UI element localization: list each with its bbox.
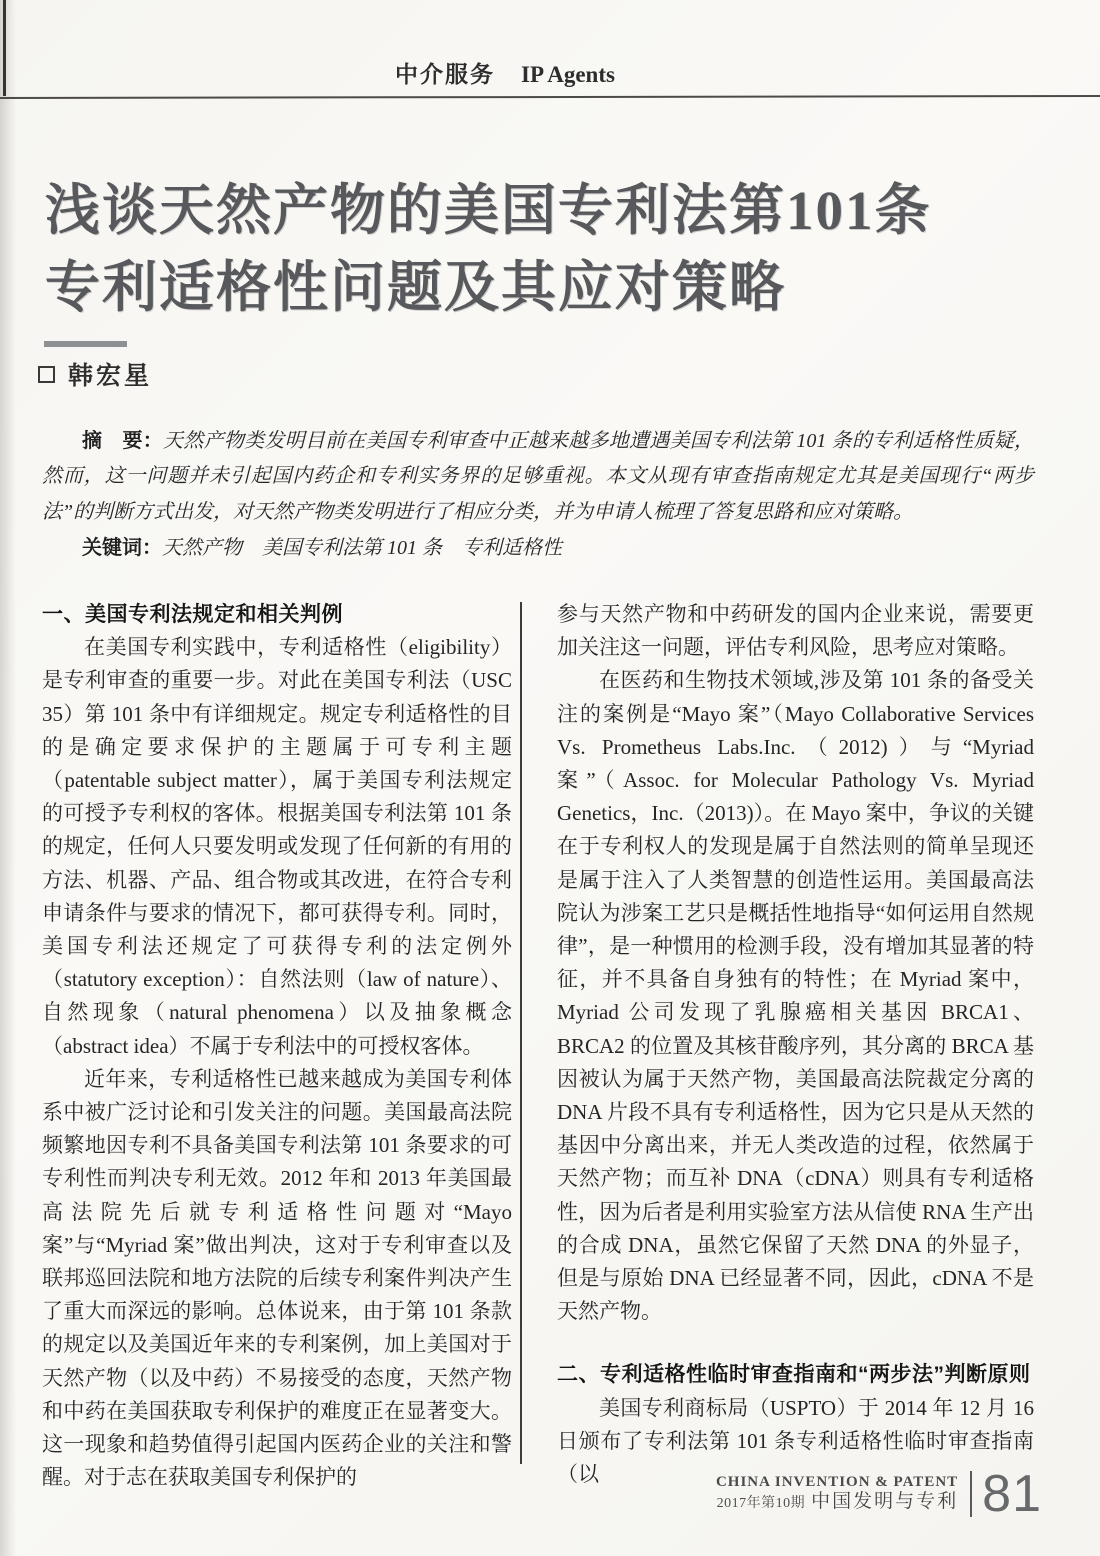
author-marker-icon [38,366,55,383]
header-rule [0,95,1100,99]
abstract-text: 天然产物类发明目前在美国专利审查中正越来越多地遭遇美国专利法第 101 条的专利适格性质疑，然而，这一问题并未引起国内药企和专利实务界的足够重视。本文从现有审查指南规定尤其是美国现行“两步法”的判断方式出发，对天然产物类发明进行了相应分类，并为申请人梳理了答复思路和应对策略。 [42,430,1035,523]
left-paragraph-1: 在美国专利实践中，专利适格性（eligibility）是专利审查的重要一步。对此在美国专利法（USC 35）第 101 条中有详细规定。规定专利适格性的目的是确定要求保护的主题属于可专利主题（patentable subject matter），属于美国专利法规定的可授予专利权的客体。根据美国专利法第 101 条的规定，任何人只要发明或发现了任何新的有用的方法、机器、产品、组合物或其改进，在符合专利申请条件与要求的情况下，都可获得专利。同时，美国专利法还规定了可获得专利的法定例外（statutory exception）：自然法则（law of nature）、自然现象（natural phenomena）以及抽象概念（abstract idea）不属于专利法中的可授权客体。 [42,635,512,1058]
footer-journal-en: CHINA INVENTION & PATENT [715,1473,959,1490]
column-divider [520,602,522,1464]
abstract [42,424,1034,530]
article-title [45,172,1045,326]
keywords [42,531,1034,566]
footer-journal-block [716,1474,958,1515]
header-section-label-en: IP Agents [521,62,615,87]
author-name: 韩宏星 [68,362,153,390]
left-column [42,598,512,1494]
section-heading-2: 二、专利适格性临时审查指南和“两步法”判断原则 [557,1363,1031,1387]
right-paragraph-continuation: 参与天然产物和中药研发的国内企业来说，需要更加关注这一问题，评估专利风险，思考应对策略。 [557,602,1034,660]
right-paragraph-uspto: 美国专利商标局（USPTO）于 2014 年 12 月 16 日颁布了专利法第 101 条专利适格性临时审查指南（以 [557,1395,1034,1487]
page-number: 81 [982,1465,1042,1523]
footer-divider [970,1471,972,1517]
author-line [38,356,152,392]
title-accent-bar [44,341,127,347]
page-footer [715,1465,1042,1523]
section-heading-1: 一、美国专利法规定和相关判例 [42,603,343,626]
article-title-line2: 专利适格性问题及其应对策略 [45,257,787,318]
header-section-label-cn: 中介服务 [395,61,496,87]
footer-journal-cn: 中国发明与专利 [811,1490,959,1512]
right-column [557,598,1034,1494]
page-edge-shadow [0,0,16,1556]
abstract-label: 摘 要： [82,430,164,452]
left-paragraph-2: 近年来，专利适格性已越来越成为美国专利体系中被广泛讨论和引发关注的问题。美国最高法院频繁地因专利不具备美国专利法第 101 条要求的可专利性而判决专利无效。2012 年和 2013 年美国最高法院先后就专利适格性问题对“Mayo 案”与“Myriad 案”做出判决，这对于专利审查以及联邦巡回法院和地方法院的后续专利案件判决产生了重大而深远的影响。总体说来，由于第 101 条款的规定以及美国近年来的专利案例，加上美国对于天然产物（以及中药）不易接受的态度，天然产物和中药在美国获取专利保护的难度正在显著变大。这一现象和趋势值得引起国内医药企业的关注和警醒。对于志在获取美国专利保护的 [42,1066,512,1490]
keywords-label: 关键词： [82,537,162,559]
body-columns [42,598,1034,1494]
article-title-line1: 浅谈天然产物的美国专利法第101条 [45,180,932,241]
page-header [0,56,1010,89]
footer-issue: 2017年第10期 [716,1495,806,1511]
right-paragraph-cases: 在医药和生物技术领域,涉及第 101 条的备受关注的案例是“Mayo 案”（Mayo Collaborative Services Vs. Prometheus Labs.Inc.（2012)）与“Myriad 案”（Assoc. for Molecular Pathology Vs. Myriad Genetics，Inc.（2013)）。在 Mayo 案中，争议的关键在于专利权人的发现是属于自然法则的简单呈现还是属于注入了人类智慧的创造性运用。美国最高法院认为涉案工艺只是概括性地指导“如何运用自然规律”，是一种惯用的检测手段，没有增加其显著的特征，并不具备自身独有的特性；在 Myriad 案中，Myriad 公司发现了乳腺癌相关基因 BRCA1、BRCA2 的位置及其核苷酸序列，其分离的 BRCA 基因被认为属于天然产物，美国最高法院裁定分离的 DNA 片段不具有专利适格性，因为它只是从天然的基因中分离出来，并无人类改造的过程，依然属于天然产物；而互补 DNA（cDNA）则具有专利适格性，因为后者是利用实验室方法从信使 RNA 生产出的合成 DNA，虽然它保留了天然 DNA 的外显子，但是与原始 DNA 已经显著不同，因此，cDNA 不是天然产物。 [557,668,1034,1324]
keywords-text: 天然产物 美国专利法第 101 条 专利适格性 [162,537,562,559]
